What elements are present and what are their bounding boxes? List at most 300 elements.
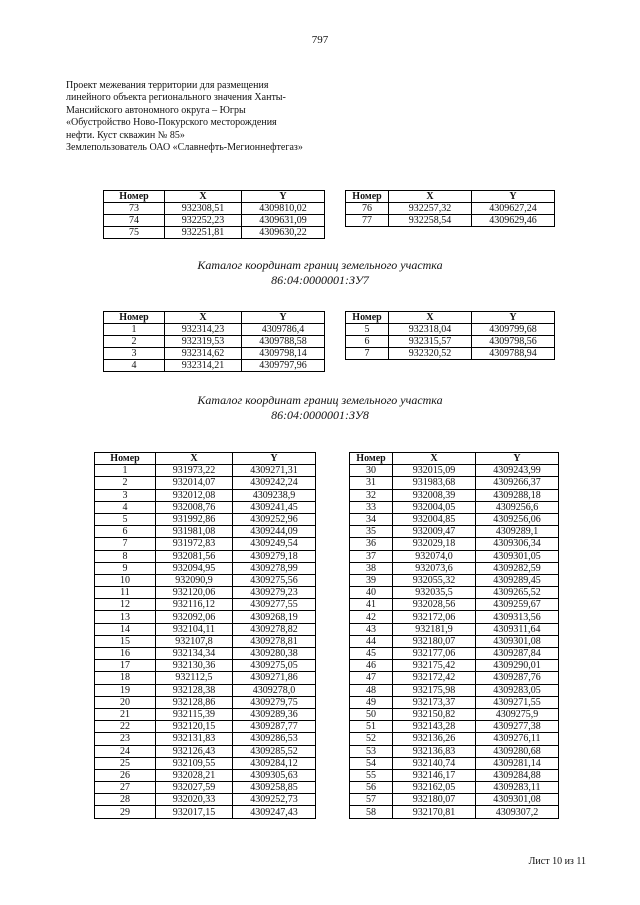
table-row — [95, 708, 316, 720]
coord-x: 931972,83 — [156, 538, 233, 550]
header-x: X — [389, 191, 472, 203]
table-row — [350, 782, 559, 794]
point-number: 57 — [350, 794, 393, 806]
coord-x: 932017,15 — [156, 806, 233, 818]
coord-x: 932074,0 — [393, 550, 476, 562]
point-number: 73 — [104, 203, 165, 215]
coord-x: 932257,32 — [389, 203, 472, 215]
point-number: 22 — [95, 721, 156, 733]
coord-x: 932318,04 — [389, 324, 472, 336]
coord-y: 4309242,24 — [233, 477, 316, 489]
coord-x: 932175,42 — [393, 660, 476, 672]
coord-y: 4309287,77 — [233, 721, 316, 733]
coord-y: 4309268,19 — [233, 611, 316, 623]
table-row — [104, 336, 325, 348]
point-number: 52 — [350, 733, 393, 745]
table-row — [350, 526, 559, 538]
table-row — [95, 562, 316, 574]
point-number: 32 — [350, 489, 393, 501]
coord-x: 932104,11 — [156, 623, 233, 635]
coord-x: 932134,34 — [156, 648, 233, 660]
point-number: 16 — [95, 648, 156, 660]
coord-x: 932150,82 — [393, 708, 476, 720]
point-number: 46 — [350, 660, 393, 672]
header-line: линейного объекта регионального значения Ханты- — [66, 92, 286, 104]
coord-y: 4309311,64 — [476, 623, 559, 635]
coords-table-1-right — [345, 190, 555, 227]
coord-y: 4309256,6 — [476, 501, 559, 513]
table-row — [350, 513, 559, 525]
coord-x: 932073,6 — [393, 562, 476, 574]
point-number: 55 — [350, 769, 393, 781]
coord-y: 4309799,68 — [472, 324, 555, 336]
coord-y: 4309288,18 — [476, 489, 559, 501]
point-number: 75 — [104, 227, 165, 239]
coord-y: 4309786,4 — [242, 324, 325, 336]
point-number: 12 — [95, 599, 156, 611]
coord-y: 4309283,11 — [476, 782, 559, 794]
header-line: Проект межевания территории для размещения — [66, 80, 269, 91]
table-row — [350, 660, 559, 672]
coord-x: 932180,07 — [393, 794, 476, 806]
header-y: Y — [242, 191, 325, 203]
table-row — [95, 538, 316, 550]
coord-x: 932055,32 — [393, 574, 476, 586]
coord-x: 932252,23 — [165, 215, 242, 227]
coord-y: 4309265,52 — [476, 587, 559, 599]
coord-y: 4309290,01 — [476, 660, 559, 672]
coord-y: 4309286,53 — [233, 733, 316, 745]
table-row — [95, 721, 316, 733]
coord-y: 4309241,45 — [233, 501, 316, 513]
table-row — [95, 623, 316, 635]
point-number: 11 — [95, 587, 156, 599]
coord-x: 932128,38 — [156, 684, 233, 696]
coord-y: 4309788,94 — [472, 348, 555, 360]
coord-x: 932140,74 — [393, 757, 476, 769]
point-number: 56 — [350, 782, 393, 794]
coord-x: 932094,95 — [156, 562, 233, 574]
coord-y: 4309252,96 — [233, 513, 316, 525]
point-number: 4 — [95, 501, 156, 513]
coord-x: 932131,83 — [156, 733, 233, 745]
coord-x: 932175,98 — [393, 684, 476, 696]
coord-y: 4309284,12 — [233, 757, 316, 769]
table-row — [95, 757, 316, 769]
table-row — [95, 733, 316, 745]
header-y: Y — [476, 453, 559, 465]
table-row — [350, 574, 559, 586]
point-number: 26 — [95, 769, 156, 781]
point-number: 48 — [350, 684, 393, 696]
point-number: 39 — [350, 574, 393, 586]
table-row — [350, 599, 559, 611]
point-number: 77 — [346, 215, 389, 227]
point-number: 53 — [350, 745, 393, 757]
coord-y: 4309275,05 — [233, 660, 316, 672]
coord-y: 4309280,38 — [233, 648, 316, 660]
point-number: 2 — [95, 477, 156, 489]
document-header — [66, 80, 366, 154]
coord-x: 932008,39 — [393, 489, 476, 501]
coord-x: 931983,68 — [393, 477, 476, 489]
coord-y: 4309258,85 — [233, 782, 316, 794]
table-row — [350, 648, 559, 660]
coords-table-3-right — [349, 452, 559, 819]
table-header-row — [104, 312, 325, 324]
coord-x: 932136,26 — [393, 733, 476, 745]
header-number: Номер — [104, 191, 165, 203]
coord-y: 4309289,36 — [233, 708, 316, 720]
point-number: 8 — [95, 550, 156, 562]
point-number: 29 — [95, 806, 156, 818]
point-number: 10 — [95, 574, 156, 586]
coords-table-2-left — [103, 311, 325, 372]
caption-title: Каталог координат границ земельного участка — [197, 258, 443, 272]
table-row — [346, 215, 555, 227]
coord-y: 4309277,55 — [233, 599, 316, 611]
table-row — [350, 672, 559, 684]
coord-y: 4309810,02 — [242, 203, 325, 215]
table-row — [350, 708, 559, 720]
coord-x: 932107,8 — [156, 635, 233, 647]
point-number: 6 — [346, 336, 389, 348]
coord-y: 4309629,46 — [472, 215, 555, 227]
point-number: 43 — [350, 623, 393, 635]
table-row — [95, 745, 316, 757]
table-row — [95, 660, 316, 672]
coord-y: 4309271,55 — [476, 696, 559, 708]
point-number: 76 — [346, 203, 389, 215]
coord-x: 932035,5 — [393, 587, 476, 599]
table-row — [95, 769, 316, 781]
point-number: 18 — [95, 672, 156, 684]
point-number: 7 — [346, 348, 389, 360]
table-row — [95, 501, 316, 513]
coord-y: 4309279,23 — [233, 587, 316, 599]
coord-y: 4309271,86 — [233, 672, 316, 684]
header-x: X — [165, 191, 242, 203]
point-number: 42 — [350, 611, 393, 623]
header-y: Y — [242, 312, 325, 324]
coord-y: 4309306,34 — [476, 538, 559, 550]
coord-x: 932115,39 — [156, 708, 233, 720]
point-number: 36 — [350, 538, 393, 550]
coord-x: 932112,5 — [156, 672, 233, 684]
coord-x: 932146,17 — [393, 769, 476, 781]
coord-x: 932320,52 — [389, 348, 472, 360]
header-y: Y — [472, 312, 555, 324]
table-row — [346, 336, 555, 348]
table-row — [350, 794, 559, 806]
table-row — [350, 501, 559, 513]
caption-code: 86:04:0000001:ЗУ8 — [271, 408, 369, 422]
coord-y: 4309280,68 — [476, 745, 559, 757]
table-row — [104, 324, 325, 336]
table-row — [95, 696, 316, 708]
table-row — [104, 203, 325, 215]
table-row — [104, 215, 325, 227]
coord-x: 932012,08 — [156, 489, 233, 501]
table-row — [95, 550, 316, 562]
coord-y: 4309283,05 — [476, 684, 559, 696]
header-y: Y — [233, 453, 316, 465]
coord-y: 4309284,88 — [476, 769, 559, 781]
point-number: 3 — [95, 489, 156, 501]
table-row — [350, 745, 559, 757]
coord-y: 4309307,2 — [476, 806, 559, 818]
coord-x: 932258,54 — [389, 215, 472, 227]
coord-x: 932130,36 — [156, 660, 233, 672]
coord-y: 4309279,18 — [233, 550, 316, 562]
catalog-caption-zu7 — [0, 258, 640, 288]
header-line: нефти. Куст скважин № 85» — [66, 129, 185, 141]
point-number: 4 — [104, 360, 165, 372]
table-row — [346, 203, 555, 215]
header-line: Мансийского автономного округа – Югры — [66, 104, 246, 116]
coord-x: 932180,07 — [393, 635, 476, 647]
point-number: 30 — [350, 465, 393, 477]
point-number: 45 — [350, 648, 393, 660]
coord-y: 4309631,09 — [242, 215, 325, 227]
point-number: 74 — [104, 215, 165, 227]
coord-y: 4309797,96 — [242, 360, 325, 372]
point-number: 1 — [95, 465, 156, 477]
table-row — [350, 769, 559, 781]
coord-x: 932314,23 — [165, 324, 242, 336]
coord-x: 932173,37 — [393, 696, 476, 708]
coord-y: 4309279,75 — [233, 696, 316, 708]
coord-y: 4309630,22 — [242, 227, 325, 239]
header-x: X — [165, 312, 242, 324]
coord-x: 932009,47 — [393, 526, 476, 538]
coord-x: 932162,05 — [393, 782, 476, 794]
table-row — [350, 550, 559, 562]
coord-x: 932120,15 — [156, 721, 233, 733]
point-number: 23 — [95, 733, 156, 745]
coord-y: 4309305,63 — [233, 769, 316, 781]
coord-x: 932029,18 — [393, 538, 476, 550]
table-header-row — [346, 312, 555, 324]
point-number: 21 — [95, 708, 156, 720]
point-number: 5 — [346, 324, 389, 336]
coord-y: 4309276,11 — [476, 733, 559, 745]
point-number: 49 — [350, 696, 393, 708]
point-number: 3 — [104, 348, 165, 360]
table-row — [95, 513, 316, 525]
point-number: 58 — [350, 806, 393, 818]
header-line: «Обустройство Ново-Покурского месторождения — [66, 117, 277, 129]
point-number: 24 — [95, 745, 156, 757]
point-number: 47 — [350, 672, 393, 684]
coord-x: 932027,59 — [156, 782, 233, 794]
point-number: 25 — [95, 757, 156, 769]
point-number: 37 — [350, 550, 393, 562]
point-number: 34 — [350, 513, 393, 525]
point-number: 50 — [350, 708, 393, 720]
table-row — [104, 348, 325, 360]
coord-y: 4309249,54 — [233, 538, 316, 550]
coord-y: 4309289,1 — [476, 526, 559, 538]
table-row — [350, 587, 559, 599]
catalog-caption-zu8 — [0, 393, 640, 423]
coord-y: 4309278,0 — [233, 684, 316, 696]
table-row — [95, 794, 316, 806]
coord-x: 932109,55 — [156, 757, 233, 769]
table-row — [95, 648, 316, 660]
header-x: X — [389, 312, 472, 324]
point-number: 13 — [95, 611, 156, 623]
table-row — [350, 721, 559, 733]
point-number: 35 — [350, 526, 393, 538]
header-number: Номер — [346, 191, 389, 203]
point-number: 15 — [95, 635, 156, 647]
coord-y: 4309259,67 — [476, 599, 559, 611]
coord-x: 931981,08 — [156, 526, 233, 538]
point-number: 2 — [104, 336, 165, 348]
coord-y: 4309243,99 — [476, 465, 559, 477]
point-number: 28 — [95, 794, 156, 806]
sheet-number: Лист 10 из 11 — [528, 856, 586, 867]
table-row — [95, 526, 316, 538]
point-number: 17 — [95, 660, 156, 672]
table-row — [350, 696, 559, 708]
coords-table-1-left — [103, 190, 325, 239]
coord-y: 4309287,76 — [476, 672, 559, 684]
coord-x: 932015,09 — [393, 465, 476, 477]
table-row — [95, 684, 316, 696]
point-number: 19 — [95, 684, 156, 696]
header-x: X — [393, 453, 476, 465]
coord-x: 932177,06 — [393, 648, 476, 660]
caption-code: 86:04:0000001:ЗУ7 — [271, 273, 369, 287]
point-number: 54 — [350, 757, 393, 769]
coord-y: 4309256,06 — [476, 513, 559, 525]
coord-x: 932008,76 — [156, 501, 233, 513]
coord-x: 932092,06 — [156, 611, 233, 623]
table-header-row — [350, 453, 559, 465]
table-row — [95, 465, 316, 477]
point-number: 44 — [350, 635, 393, 647]
header-number: Номер — [350, 453, 393, 465]
point-number: 33 — [350, 501, 393, 513]
table-header-row — [346, 191, 555, 203]
coord-x: 932319,53 — [165, 336, 242, 348]
coord-y: 4309285,52 — [233, 745, 316, 757]
coord-x: 932143,28 — [393, 721, 476, 733]
header-line: Землепользователь ОАО «Славнефть-Мегионнефтегаз» — [66, 142, 303, 154]
table-row — [95, 599, 316, 611]
coord-y: 4309282,59 — [476, 562, 559, 574]
header-y: Y — [472, 191, 555, 203]
table-row — [95, 489, 316, 501]
table-row — [95, 672, 316, 684]
coord-x: 932116,12 — [156, 599, 233, 611]
table-row — [350, 562, 559, 574]
coord-x: 932308,51 — [165, 203, 242, 215]
coord-y: 4309281,14 — [476, 757, 559, 769]
header-x: X — [156, 453, 233, 465]
table-row — [95, 782, 316, 794]
coord-y: 4309287,84 — [476, 648, 559, 660]
table-header-row — [104, 191, 325, 203]
table-row — [95, 587, 316, 599]
table-row — [95, 635, 316, 647]
coord-y: 4309271,31 — [233, 465, 316, 477]
coord-x: 932314,21 — [165, 360, 242, 372]
table-row — [95, 574, 316, 586]
table-row — [95, 806, 316, 818]
coord-x: 932028,56 — [393, 599, 476, 611]
header-number: Номер — [95, 453, 156, 465]
table-row — [350, 806, 559, 818]
coord-x: 931973,22 — [156, 465, 233, 477]
coord-y: 4309238,9 — [233, 489, 316, 501]
coord-x: 932120,06 — [156, 587, 233, 599]
header-number: Номер — [104, 312, 165, 324]
point-number: 31 — [350, 477, 393, 489]
point-number: 51 — [350, 721, 393, 733]
table-row — [350, 757, 559, 769]
table-row — [350, 538, 559, 550]
coord-y: 4309252,73 — [233, 794, 316, 806]
coord-y: 4309313,56 — [476, 611, 559, 623]
coord-y: 4309278,82 — [233, 623, 316, 635]
coord-x: 932172,42 — [393, 672, 476, 684]
table-row — [95, 611, 316, 623]
coord-y: 4309244,09 — [233, 526, 316, 538]
coord-x: 932181,9 — [393, 623, 476, 635]
coord-y: 4309798,14 — [242, 348, 325, 360]
point-number: 7 — [95, 538, 156, 550]
coord-y: 4309301,05 — [476, 550, 559, 562]
point-number: 41 — [350, 599, 393, 611]
coord-y: 4309301,08 — [476, 635, 559, 647]
coord-x: 932014,07 — [156, 477, 233, 489]
table-row — [346, 348, 555, 360]
table-row — [350, 733, 559, 745]
coord-y: 4309278,99 — [233, 562, 316, 574]
coord-y: 4309301,08 — [476, 794, 559, 806]
header-number: Номер — [346, 312, 389, 324]
coords-table-3-left — [94, 452, 316, 819]
table-row — [350, 684, 559, 696]
coords-table-2-right — [345, 311, 555, 360]
table-row — [350, 623, 559, 635]
coord-x: 932081,56 — [156, 550, 233, 562]
coord-x: 932004,85 — [393, 513, 476, 525]
page-number: 797 — [311, 34, 329, 46]
point-number: 6 — [95, 526, 156, 538]
table-row — [350, 477, 559, 489]
coord-y: 4309788,58 — [242, 336, 325, 348]
point-number: 1 — [104, 324, 165, 336]
table-row — [346, 324, 555, 336]
coord-x: 932090,9 — [156, 574, 233, 586]
coord-x: 932172,06 — [393, 611, 476, 623]
coord-x: 932004,05 — [393, 501, 476, 513]
point-number: 14 — [95, 623, 156, 635]
coord-y: 4309627,24 — [472, 203, 555, 215]
coord-x: 932028,21 — [156, 769, 233, 781]
table-row — [350, 635, 559, 647]
coord-y: 4309275,9 — [476, 708, 559, 720]
coord-y: 4309277,38 — [476, 721, 559, 733]
point-number: 20 — [95, 696, 156, 708]
coord-x: 932128,86 — [156, 696, 233, 708]
coord-x: 932020,33 — [156, 794, 233, 806]
coord-x: 932315,57 — [389, 336, 472, 348]
